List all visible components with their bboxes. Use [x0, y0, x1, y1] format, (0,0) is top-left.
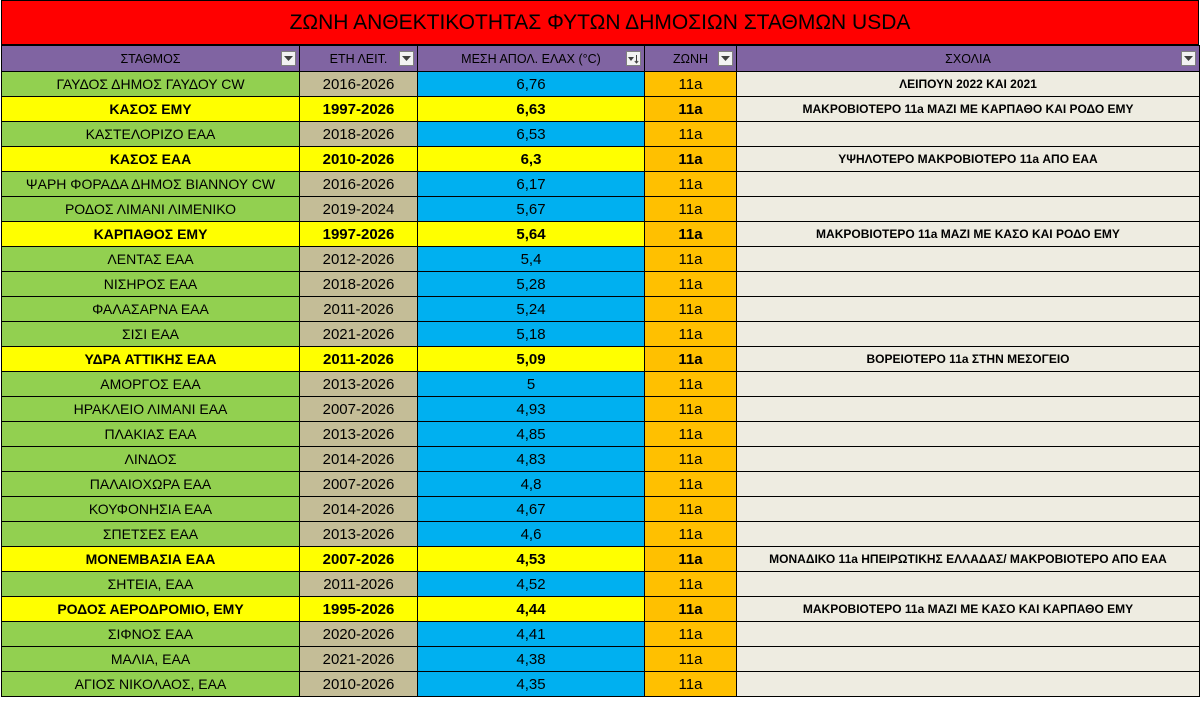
table-row: [2, 247, 1200, 272]
notes-cell[interactable]: ΜΑΚΡΟΒΙΟΤΕΡΟ 11a ΜΑΖΙ ΜΕ ΚΑΣΟ ΚΑΙ ΡΟΔΟ ΕΜΥ: [737, 222, 1200, 247]
column-header-zone[interactable]: [645, 46, 737, 72]
notes-cell[interactable]: ΜΑΚΡΟΒΙΟΤΕΡΟ 11a ΜΑΖΙ ΜΕ ΚΑΡΠΑΘΟ ΚΑΙ ΡΟΔΟ ΕΜΥ: [737, 97, 1200, 122]
table-row: [2, 372, 1200, 397]
column-header-label: ΖΩΝΗ: [672, 51, 709, 66]
station-cell[interactable]: ΑΜΟΡΓΟΣ ΕΑΑ: [2, 372, 300, 397]
zone-cell[interactable]: 11a: [645, 647, 737, 672]
table-row: [2, 297, 1200, 322]
temperature-cell[interactable]: 6,17: [418, 172, 645, 197]
station-cell[interactable]: ΠΑΛΑΙΟΧΩΡΑ ΕΑΑ: [2, 472, 300, 497]
zone-cell[interactable]: 11a: [645, 122, 737, 147]
notes-cell[interactable]: [737, 272, 1200, 297]
zone-cell[interactable]: 11a: [645, 547, 737, 572]
column-header-label: ΕΤΗ ΛΕΙΤ.: [329, 51, 388, 66]
column-header-label: ΣΤΑΘΜΟΣ: [120, 51, 181, 66]
zone-cell[interactable]: 11a: [645, 297, 737, 322]
station-cell[interactable]: ΡΟΔΟΣ ΛΙΜΑΝΙ ΛΙΜΕΝΙΚΟ: [2, 197, 300, 222]
station-cell[interactable]: ΚΑΣΟΣ ΕΜΥ: [2, 97, 300, 122]
table-row: [2, 122, 1200, 147]
years-cell[interactable]: 2021-2026: [300, 647, 418, 672]
notes-cell[interactable]: [737, 647, 1200, 672]
table-row: [2, 547, 1200, 572]
zone-cell[interactable]: 11a: [645, 497, 737, 522]
table-row: [2, 397, 1200, 422]
years-cell[interactable]: 2012-2026: [300, 247, 418, 272]
station-cell[interactable]: ΣΗΤΕΙΑ, ΕΑΑ: [2, 572, 300, 597]
table-row: [2, 597, 1200, 622]
station-cell[interactable]: ΥΔΡΑ ΑΤΤΙΚΗΣ ΕΑΑ: [2, 347, 300, 372]
zone-cell[interactable]: 11a: [645, 72, 737, 97]
notes-cell[interactable]: [737, 247, 1200, 272]
years-cell[interactable]: 2016-2026: [300, 72, 418, 97]
zone-cell[interactable]: 11a: [645, 272, 737, 297]
station-cell[interactable]: ΗΡΑΚΛΕΙΟ ΛΙΜΑΝΙ ΕΑΑ: [2, 397, 300, 422]
zone-cell[interactable]: 11a: [645, 147, 737, 172]
station-cell[interactable]: ΜΑΛΙΑ, ΕΑΑ: [2, 647, 300, 672]
station-cell[interactable]: ΚΑΣΤΕΛΟΡΙΖΟ ΕΑΑ: [2, 122, 300, 147]
notes-cell[interactable]: [737, 472, 1200, 497]
zone-cell[interactable]: 11a: [645, 472, 737, 497]
temperature-cell[interactable]: 4,67: [418, 497, 645, 522]
station-cell[interactable]: ΑΓΙΟΣ ΝΙΚΟΛΑΟΣ, ΕΑΑ: [2, 672, 300, 697]
notes-cell[interactable]: [737, 497, 1200, 522]
notes-cell[interactable]: [737, 172, 1200, 197]
years-cell[interactable]: 1997-2026: [300, 222, 418, 247]
temperature-cell[interactable]: 4,8: [418, 472, 645, 497]
years-cell[interactable]: 2018-2026: [300, 122, 418, 147]
table-row: [2, 222, 1200, 247]
station-cell[interactable]: ΣΙΦΝΟΣ ΕΑΑ: [2, 622, 300, 647]
notes-cell[interactable]: [737, 572, 1200, 597]
table-row: [2, 72, 1200, 97]
temperature-cell[interactable]: 4,83: [418, 447, 645, 472]
table-row: [2, 347, 1200, 372]
temperature-cell[interactable]: 4,93: [418, 397, 645, 422]
zone-cell[interactable]: 11a: [645, 97, 737, 122]
table-row: [2, 172, 1200, 197]
table-row: [2, 422, 1200, 447]
zone-cell[interactable]: 11a: [645, 597, 737, 622]
station-cell[interactable]: ΣΠΕΤΣΕΣ ΕΑΑ: [2, 522, 300, 547]
table-row: [2, 322, 1200, 347]
notes-cell[interactable]: [737, 622, 1200, 647]
years-cell[interactable]: 2021-2026: [300, 322, 418, 347]
temperature-cell[interactable]: 5,09: [418, 347, 645, 372]
zone-cell[interactable]: 11a: [645, 522, 737, 547]
zone-cell[interactable]: 11a: [645, 222, 737, 247]
years-cell[interactable]: 2007-2026: [300, 472, 418, 497]
years-cell[interactable]: 2019-2024: [300, 197, 418, 222]
station-cell[interactable]: ΨΑΡΗ ΦΟΡΑΔΑ ΔΗΜΟΣ ΒΙΑΝΝΟΥ CW: [2, 172, 300, 197]
notes-cell[interactable]: [737, 397, 1200, 422]
station-cell[interactable]: ΛΕΝΤΑΣ ΕΑΑ: [2, 247, 300, 272]
years-cell[interactable]: 2020-2026: [300, 622, 418, 647]
notes-cell[interactable]: [737, 372, 1200, 397]
station-cell[interactable]: ΡΟΔΟΣ ΑΕΡΟΔΡΟΜΙΟ, ΕΜΥ: [2, 597, 300, 622]
notes-cell[interactable]: ΒΟΡΕΙΟΤΕΡΟ 11a ΣΤΗΝ ΜΕΣΟΓΕΙΟ: [737, 347, 1200, 372]
years-cell[interactable]: 2007-2026: [300, 397, 418, 422]
column-header-years[interactable]: [300, 46, 418, 72]
sheet-title: ΖΩΝΗ ΑΝΘΕΚΤΙΚΟΤΗΤΑΣ ΦΥΤΩΝ ΔΗΜΟΣΙΩΝ ΣΤΑΘΜΩΝ USDA: [1, 0, 1199, 45]
notes-cell[interactable]: [737, 322, 1200, 347]
temperature-cell[interactable]: 5: [418, 372, 645, 397]
years-cell[interactable]: 1995-2026: [300, 597, 418, 622]
table-row: [2, 272, 1200, 297]
temperature-cell[interactable]: 6,63: [418, 97, 645, 122]
column-header-label: ΜΕΣΗ ΑΠΟΛ. ΕΛΑΧ (°C): [461, 51, 601, 66]
years-cell[interactable]: 2010-2026: [300, 147, 418, 172]
years-cell[interactable]: 1997-2026: [300, 97, 418, 122]
station-cell[interactable]: ΜΟΝΕΜΒΑΣΙΑ ΕΑΑ: [2, 547, 300, 572]
zone-cell[interactable]: 11a: [645, 397, 737, 422]
years-cell[interactable]: 2016-2026: [300, 172, 418, 197]
station-cell[interactable]: ΝΙΣΗΡΟΣ ΕΑΑ: [2, 272, 300, 297]
column-header-notes[interactable]: [737, 46, 1200, 72]
years-cell[interactable]: 2013-2026: [300, 522, 418, 547]
years-cell[interactable]: 2011-2026: [300, 572, 418, 597]
table-row: [2, 647, 1200, 672]
zone-cell[interactable]: 11a: [645, 197, 737, 222]
notes-cell[interactable]: [737, 297, 1200, 322]
table-row: [2, 522, 1200, 547]
notes-cell[interactable]: [737, 122, 1200, 147]
filter-dropdown-icon[interactable]: [281, 51, 296, 66]
zone-cell[interactable]: 11a: [645, 672, 737, 697]
temperature-cell[interactable]: 4,38: [418, 647, 645, 672]
sort-descending-icon[interactable]: [626, 51, 641, 66]
temperature-cell[interactable]: 5,24: [418, 297, 645, 322]
station-cell[interactable]: ΣΙΣΙ ΕΑΑ: [2, 322, 300, 347]
table-row: [2, 497, 1200, 522]
temperature-cell[interactable]: 6,76: [418, 72, 645, 97]
station-cell[interactable]: ΚΑΣΟΣ ΕΑΑ: [2, 147, 300, 172]
station-cell[interactable]: ΚΟΥΦΟΝΗΣΙΑ ΕΑΑ: [2, 497, 300, 522]
temperature-cell[interactable]: 4,53: [418, 547, 645, 572]
table-row: [2, 472, 1200, 497]
zone-cell[interactable]: 11a: [645, 622, 737, 647]
temperature-cell[interactable]: 4,44: [418, 597, 645, 622]
spreadsheet: [1, 0, 1199, 697]
temperature-cell[interactable]: 5,64: [418, 222, 645, 247]
station-cell[interactable]: ΓΑΥΔΟΣ ΔΗΜΟΣ ΓΑΥΔΟΥ CW: [2, 72, 300, 97]
notes-cell[interactable]: ΛΕΙΠΟΥΝ 2022 ΚΑΙ 2021: [737, 72, 1200, 97]
temperature-cell[interactable]: 5,67: [418, 197, 645, 222]
station-cell[interactable]: ΠΛΑΚΙΑΣ ΕΑΑ: [2, 422, 300, 447]
filter-dropdown-icon[interactable]: [399, 51, 414, 66]
zone-cell[interactable]: 11a: [645, 347, 737, 372]
years-cell[interactable]: 2007-2026: [300, 547, 418, 572]
header-row: [2, 46, 1200, 72]
stations-table: [1, 45, 1200, 697]
table-row: [2, 672, 1200, 697]
zone-cell[interactable]: 11a: [645, 372, 737, 397]
years-cell[interactable]: 2014-2026: [300, 447, 418, 472]
temperature-cell[interactable]: 4,52: [418, 572, 645, 597]
notes-cell[interactable]: [737, 447, 1200, 472]
notes-cell[interactable]: ΜΟΝΑΔΙΚΟ 11a ΗΠΕΙΡΩΤΙΚΗΣ ΕΛΛΑΔΑΣ/ ΜΑΚΡΟΒΙΟΤΕΡΟ ΑΠΟ ΕΑΑ: [737, 547, 1200, 572]
temperature-cell[interactable]: 4,85: [418, 422, 645, 447]
column-header-station[interactable]: [2, 46, 300, 72]
temperature-cell[interactable]: 5,28: [418, 272, 645, 297]
notes-cell[interactable]: [737, 522, 1200, 547]
table-body: [2, 72, 1200, 697]
temperature-cell[interactable]: 4,6: [418, 522, 645, 547]
table-row: [2, 197, 1200, 222]
station-cell[interactable]: ΚΑΡΠΑΘΟΣ ΕΜΥ: [2, 222, 300, 247]
temperature-cell[interactable]: 5,4: [418, 247, 645, 272]
years-cell[interactable]: 2011-2026: [300, 297, 418, 322]
filter-dropdown-icon[interactable]: [1181, 51, 1196, 66]
table-row: [2, 572, 1200, 597]
notes-cell[interactable]: [737, 672, 1200, 697]
years-cell[interactable]: 2013-2026: [300, 422, 418, 447]
notes-cell[interactable]: [737, 422, 1200, 447]
years-cell[interactable]: 2013-2026: [300, 372, 418, 397]
filter-dropdown-icon[interactable]: [718, 51, 733, 66]
table-row: [2, 147, 1200, 172]
years-cell[interactable]: 2011-2026: [300, 347, 418, 372]
years-cell[interactable]: 2014-2026: [300, 497, 418, 522]
station-cell[interactable]: ΦΑΛΑΣΑΡΝΑ ΕΑΑ: [2, 297, 300, 322]
table-row: [2, 622, 1200, 647]
column-header-temp[interactable]: [418, 46, 645, 72]
station-cell[interactable]: ΛΙΝΔΟΣ: [2, 447, 300, 472]
zone-cell[interactable]: 11a: [645, 172, 737, 197]
years-cell[interactable]: 2010-2026: [300, 672, 418, 697]
notes-cell[interactable]: ΜΑΚΡΟΒΙΟΤΕΡΟ 11a ΜΑΖΙ ΜΕ ΚΑΣΟ ΚΑΙ ΚΑΡΠΑΘΟ ΕΜΥ: [737, 597, 1200, 622]
zone-cell[interactable]: 11a: [645, 447, 737, 472]
temperature-cell[interactable]: 6,53: [418, 122, 645, 147]
table-row: [2, 97, 1200, 122]
notes-cell[interactable]: ΥΨΗΛΟΤΕΡΟ ΜΑΚΡΟΒΙΟΤΕΡΟ 11a ΑΠΟ ΕΑΑ: [737, 147, 1200, 172]
zone-cell[interactable]: 11a: [645, 572, 737, 597]
column-header-label: ΣΧΟΛΙΑ: [945, 51, 991, 66]
zone-cell[interactable]: 11a: [645, 247, 737, 272]
zone-cell[interactable]: 11a: [645, 422, 737, 447]
notes-cell[interactable]: [737, 197, 1200, 222]
temperature-cell[interactable]: 4,35: [418, 672, 645, 697]
years-cell[interactable]: 2018-2026: [300, 272, 418, 297]
temperature-cell[interactable]: 5,18: [418, 322, 645, 347]
temperature-cell[interactable]: 6,3: [418, 147, 645, 172]
temperature-cell[interactable]: 4,41: [418, 622, 645, 647]
table-row: [2, 447, 1200, 472]
zone-cell[interactable]: 11a: [645, 322, 737, 347]
